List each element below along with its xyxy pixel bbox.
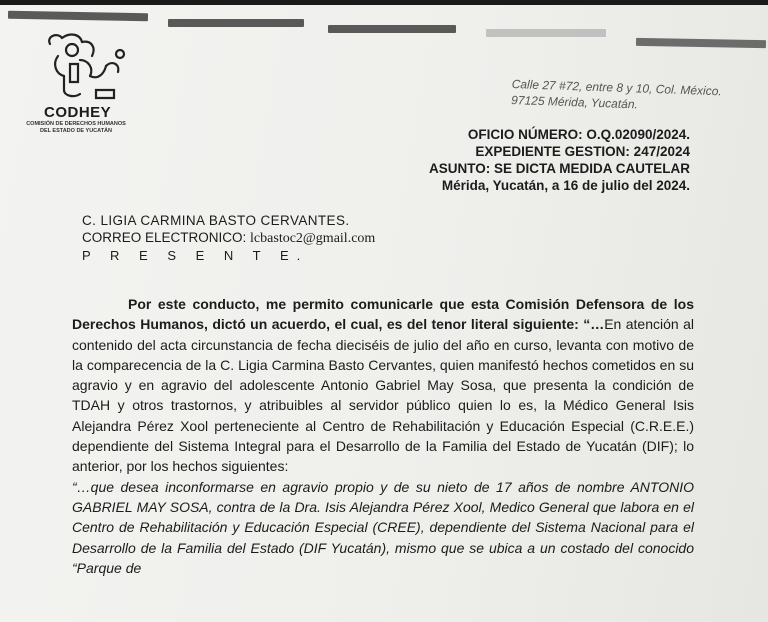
org-address: Calle 27 #72, entre 8 y 10, Col. México. 97125 Mérida, Yucatán. [510, 76, 722, 112]
oficio-number: OFICIO NÚMERO: O.Q.02090/2024. [467, 127, 690, 142]
body-paragraph [72, 294, 694, 477]
header-rule [486, 29, 606, 37]
asunto: ASUNTO: SE DICTA MEDIDA CAUTELAR [429, 161, 690, 176]
org-name: CODHEY [44, 104, 112, 121]
header-rule [8, 11, 148, 21]
scan-edge [0, 0, 768, 5]
date-line: Mérida, Yucatán, a 16 de julio del 2024. [441, 178, 690, 193]
document-references [429, 126, 690, 194]
quote-paragraph: “…que desea inconformarse en agravio propio y de su nieto de 17 años de nombre ANTONIO GABRIEL MAY SOSA, contra de la Dra. Isis Alejandra Pérez Xool, Medico General que labora en el Centro de Rehabilitación y Educación Especial (CREE), dependiente del Sistema Nacional para el Desarrollo de la Familia del Estado (DIF Yucatán), mismo que se ubica a un costado del conocido “Parque de [72, 478, 694, 576]
email-label: CORREO ELECTRONICO: [82, 230, 247, 245]
codhey-logo [22, 30, 142, 135]
header-rule [168, 19, 304, 27]
letter-body [72, 294, 694, 578]
header-rule [636, 38, 766, 48]
expediente: EXPEDIENTE GESTION: 247/2024 [475, 144, 690, 159]
mayan-glyph-icon [40, 30, 128, 102]
org-subtitle: COMISIÓN DE DERECHOS HUMANOS DEL ESTADO DE YUCATÁN [26, 121, 126, 134]
lead-text: Por este conducto, me permito comunicarle que esta Comisión Defensora de los Derechos Humanos, dictó un acuerdo, el cual, es del tenor literal siguiente: “… [72, 296, 694, 333]
recipient-name: C. LIGIA CARMINA BASTO CERVANTES. [82, 213, 350, 228]
recipient-block [82, 212, 375, 264]
presente: P R E S E N T E. [82, 248, 309, 263]
recipient-email-line [82, 229, 375, 247]
paragraph-text: En atención al contenido del acta circunstancia de fecha dieciséis de julio del año en curso, levanta con motivo de la comparecencia de la C. Ligia Carmina Basto Cervantes, quien manifestó hechos cometidos en su agravio y en agravio del adolescente Antonio Gabriel May Sosa, que presenta la condición de TDAH y otros trastornos, y atribuibles al servidor público quien lo es, la Médico General Isis Alejandra Pérez Xool perteneciente al Centro de Rehabilitación y Educación Especial (C.R.E.E.) dependiente del Sistema Integral para el Desarrollo de la Familia del Estado de Yucatán (DIF); lo anterior, por los hechos siguientes: [72, 316, 695, 475]
recipient-email: lcbastoc2@gmail.com [250, 231, 376, 246]
header-rule [328, 25, 456, 33]
